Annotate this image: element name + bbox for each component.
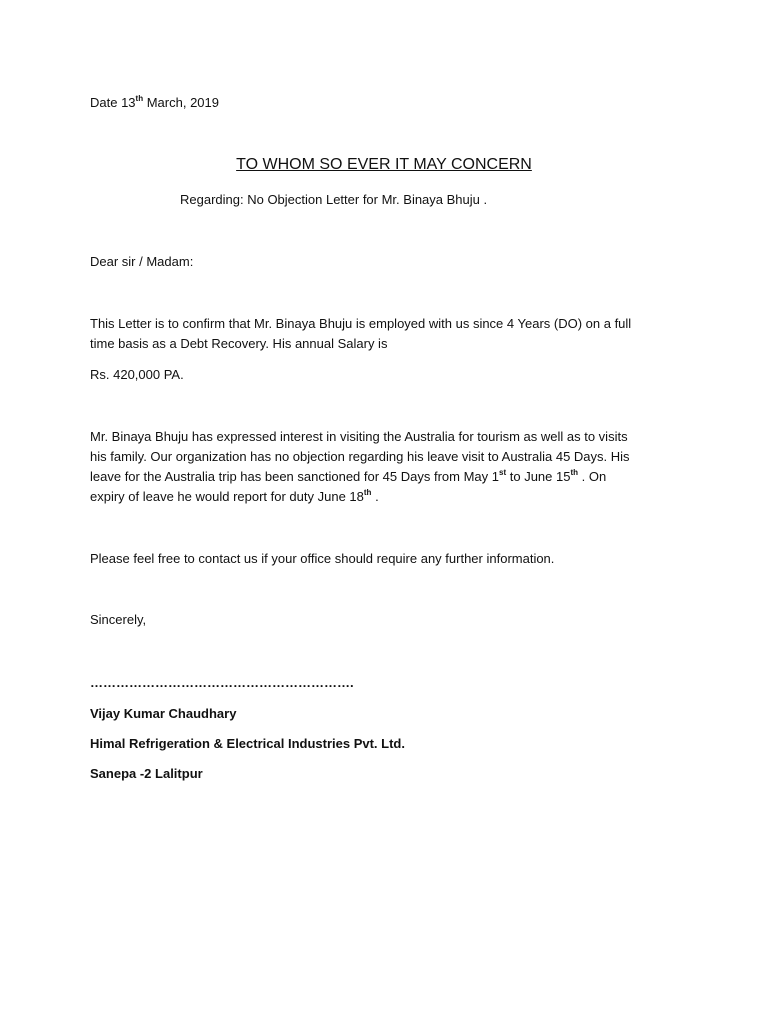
letter-date <box>90 93 219 113</box>
paragraph-3: Please feel free to contact us if your office should require any further information. <box>90 551 555 566</box>
paragraph-2-line-3 <box>90 467 606 487</box>
paragraph-1-line-1: This Letter is to confirm that Mr. Binaya Bhuju is employed with us since 4 Years (DO) on a full <box>90 316 632 331</box>
paragraph-2-line-4-part-a: expiry of leave he would report for duty June 18 <box>90 489 364 504</box>
signature-line: ……………………………………………………. <box>90 675 354 690</box>
signer-name: Vijay Kumar Chaudhary <box>90 706 237 721</box>
paragraph-2-line-2: his family. Our organization has no objection regarding his leave visit to Australia 45 Days. His <box>90 449 630 464</box>
paragraph-2-line-3-part-b: to June 15 <box>506 469 571 484</box>
paragraph-2-line-4 <box>90 487 379 507</box>
letter-closing: Sincerely, <box>90 612 147 627</box>
ordinal-st: st <box>499 468 507 477</box>
company-name: Himal Refrigeration & Electrical Industries Pvt. Ltd. <box>90 736 405 751</box>
letter-regarding: Regarding: No Objection Letter for Mr. Binaya Bhuju . <box>180 192 488 207</box>
company-address: Sanepa -2 Lalitpur <box>90 766 203 781</box>
paragraph-2-line-4-part-b: . <box>371 489 379 504</box>
letter-salutation: Dear sir / Madam: <box>90 254 194 269</box>
paragraph-2-line-3-part-a: leave for the Australia trip has been sanctioned for 45 Days from May 1 <box>90 469 499 484</box>
paragraph-2-line-3-part-c: . On <box>578 469 607 484</box>
paragraph-2-line-1: Mr. Binaya Bhuju has expressed interest in visiting the Australia for tourism as well as to visits <box>90 429 628 444</box>
letter-title: TO WHOM SO EVER IT MAY CONCERN <box>236 156 532 173</box>
ordinal-th: th <box>570 468 579 477</box>
date-prefix: Date 13 <box>90 95 136 110</box>
paragraph-1-line-2: time basis as a Debt Recovery. His annual Salary is <box>90 336 388 351</box>
date-suffix: March, 2019 <box>143 95 219 110</box>
salary-line: Rs. 420,000 PA. <box>90 367 184 382</box>
date-ordinal: th <box>135 94 144 103</box>
ordinal-th: th <box>363 488 372 497</box>
